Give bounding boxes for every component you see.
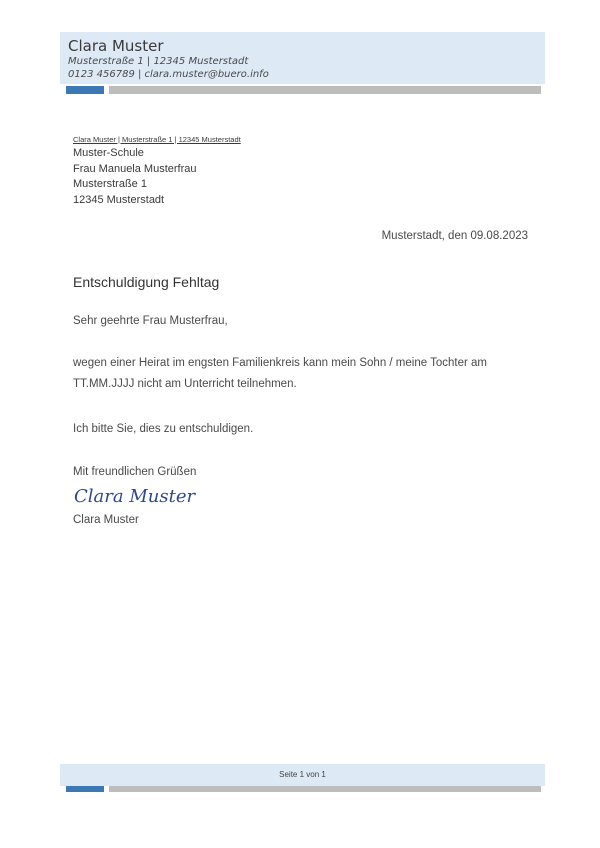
page-number: Seite 1 von 1: [279, 770, 326, 779]
recipient-line: Muster-Schule: [73, 147, 144, 159]
footer-accent-bar-blue: [66, 786, 104, 792]
recipient-line: 12345 Musterstadt: [73, 193, 165, 206]
request-paragraph: Ich bitte Sie, dies zu entschuldigen.: [73, 423, 254, 435]
page-footer: [60, 764, 545, 786]
body-paragraph: [73, 353, 487, 395]
body-line: TT.MM.JJJJ nicht am Unterricht teilnehmen.: [73, 378, 297, 390]
header-accent-bar-gray: [109, 86, 541, 94]
sender-return-address: Clara Muster | Musterstraße 1 | 12345 Musterstadt: [73, 135, 241, 144]
closing: Mit freundlichen Grüßen: [73, 466, 197, 478]
footer-accent-bar-gray: [109, 786, 541, 792]
handwritten-signature: Clara Muster: [74, 486, 196, 507]
recipient-line: Musterstraße 1: [73, 178, 147, 190]
letter-date: Musterstadt, den 09.08.2023: [381, 230, 528, 242]
recipient-line: Frau Manuela Musterfrau: [73, 162, 197, 175]
letter-subject: Entschuldigung Fehltag: [73, 274, 220, 290]
letterhead-contact: 0123 456789 | clara.muster@buero.info: [68, 69, 269, 80]
letterhead-address: Musterstraße 1 | 12345 Musterstadt: [68, 56, 249, 67]
signed-name: Clara Muster: [73, 514, 139, 526]
body-line: wegen einer Heirat im engsten Familienkreis kann mein Sohn / meine Tochter am: [73, 357, 487, 369]
recipient-address: [73, 146, 197, 208]
letterhead-name: Clara Muster: [68, 37, 164, 55]
salutation: Sehr geehrte Frau Musterfrau,: [73, 315, 228, 327]
header-accent-bar-blue: [66, 86, 104, 94]
letterhead: [60, 32, 545, 84]
